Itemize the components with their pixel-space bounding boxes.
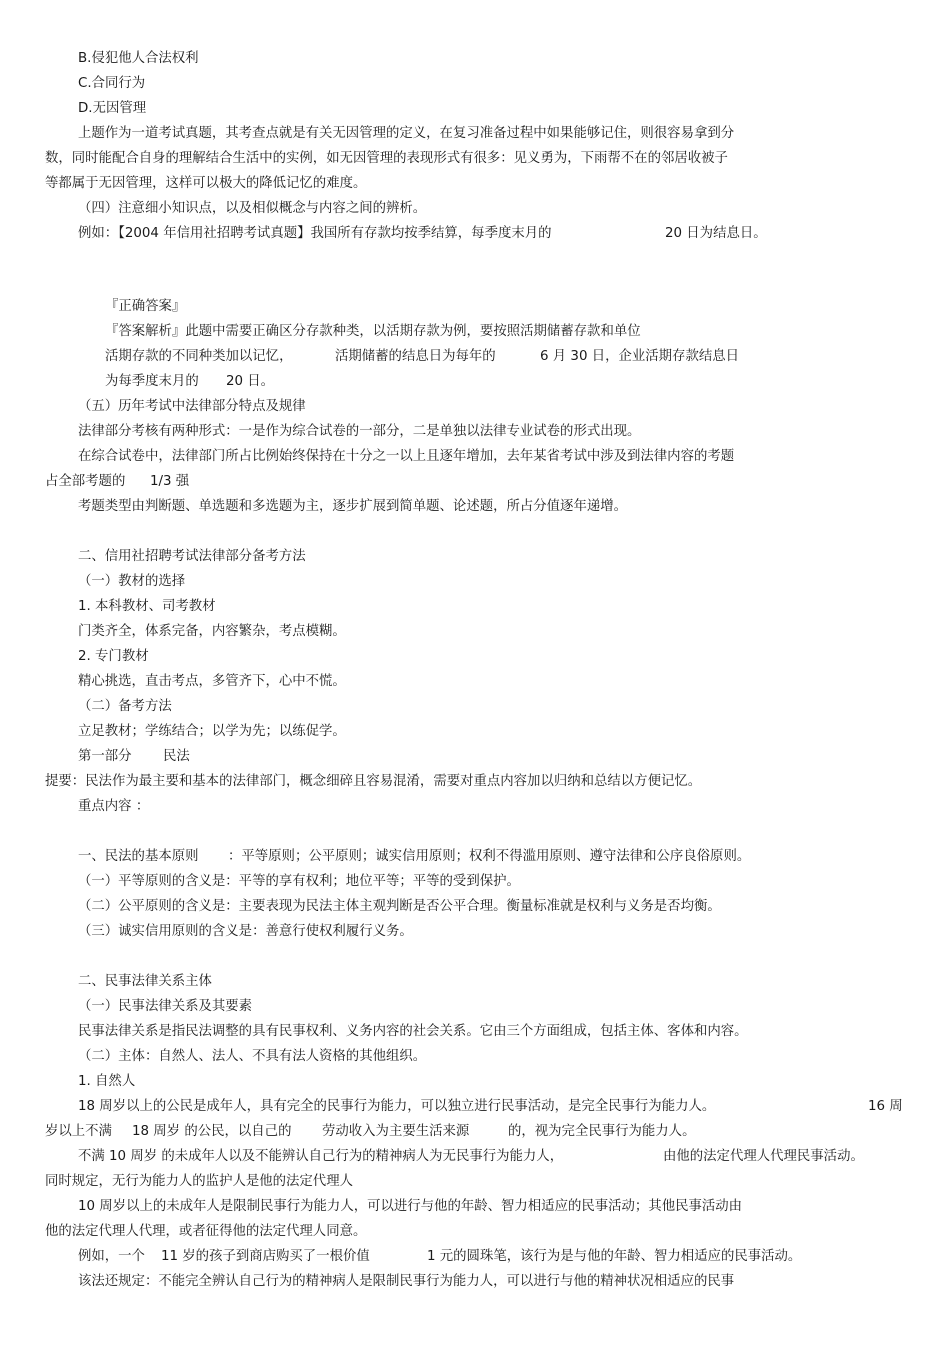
text-line: 16 周 [868,1099,903,1114]
text-line: 提要：民法作为最主要和基本的法律部门，概念细碎且容易混淆，需要对重点内容加以归纳和总结以方便记忆。 [45,774,702,789]
text-line: ：平等原则；公平原则；诚实信用原则；权利不得滥用原则、遵守法律和公序良俗原则。 [228,849,751,864]
section-heading: 二、信用社招聘考试法律部分备考方法 [78,549,306,564]
text-line: B.侵犯他人合法权利 [78,51,199,66]
section-heading: 二、民事法律关系主体 [78,974,212,989]
text-line: 由他的法定代理人代理民事活动。 [663,1149,864,1164]
part-heading: 民法 [163,749,190,764]
text-line: 门类齐全，体系完备，内容繁杂，考点模糊。 [78,624,346,639]
text-line: 20 日为结息日。 [665,226,767,241]
text-line: 考题类型由判断题、单选题和多选题为主，逐步扩展到简单题、论述题，所占分值逐年递增。 [78,499,628,514]
text-line: 1. 自然人 [78,1074,136,1089]
text-line: 2. 专门教材 [78,649,149,664]
text-line: 『正确答案』 [105,299,186,314]
text-line: 为每季度末月的 [105,374,199,389]
text-line: 10 周岁以上的未成年人是限制民事行为能力人，可以进行与他的年龄、智力相适应的民事活动；其他民事活动由 [78,1199,743,1214]
text-line: 立足教材；学练结合；以学为先；以练促学。 [78,724,346,739]
text-line: 1. 本科教材、司考教材 [78,599,216,614]
text-line: 数，同时能配合自身的理解结合生活中的实例，如无因管理的表现形式有很多：见义勇为，下雨帮不在的邻居收被子 [45,151,728,166]
text-line: D.无因管理 [78,101,147,116]
text-line: 活期储蓄的结息日为每年的 [335,349,496,364]
text-line: 的，视为完全民事行为能力人。 [508,1124,696,1139]
text-line: （一）民事法律关系及其要素 [78,999,253,1014]
text-line: 『答案解析』此题中需要正确区分存款种类，以活期存款为例，要按照活期储蓄存款和单位 [105,324,641,339]
text-line: 岁以上不满 [45,1124,112,1139]
text-line: （一）平等原则的含义是：平等的享有权利；地位平等；平等的受到保护。 [78,874,520,889]
text-line: （五）历年考试中法律部分特点及规律 [78,399,306,414]
text-line: 同时规定，无行为能力人的监护人是他的法定代理人 [45,1174,353,1189]
text-line: 6 月 30 日，企业活期存款结息日 [540,349,740,364]
text-line: 在综合试卷中，法律部门所占比例始终保持在十分之一以上且逐年增加，去年某省考试中涉及到法律内容的考题 [78,449,735,464]
text-line: 该法还规定：不能完全辨认自己行为的精神病人是限制民事行为能力人，可以进行与他的精神状况相适应的民事 [78,1274,735,1289]
text-line: （三）诚实信用原则的含义是：善意行使权利履行义务。 [78,924,413,939]
text-line: （二）备考方法 [78,699,172,714]
text-line: 20 日。 [226,374,275,389]
text-line: 重点内容 ： [78,799,150,814]
text-line: （一）教材的选择 [78,574,186,589]
part-heading: 第一部分 [78,749,132,764]
text-line: 例如，一个 [78,1249,145,1264]
text-line: （四）注意细小知识点，以及相似概念与内容之间的辨析。 [78,201,427,216]
text-line: 不满 10 周岁 的未成年人以及不能辨认自己行为的精神病人为无民事行为能力人， [78,1149,564,1164]
text-line: 11 岁的孩子到商店购买了一根价值 [161,1249,370,1264]
text-line: 1 元的圆珠笔，该行为是与他的年龄、智力相适应的民事活动。 [427,1249,802,1264]
text-line: 18 周岁以上的公民是成年人，具有完全的民事行为能力，可以独立进行民事活动，是完全民事行为能力人。 [78,1099,716,1114]
section-heading: 一、民法的基本原则 [78,849,199,864]
text-line: 法律部分考核有两种形式：一是作为综合试卷的一部分，二是单独以法律专业试卷的形式出现。 [78,424,641,439]
text-line: 占全部考题的 [45,474,126,489]
text-line: 活期存款的不同种类加以记忆， [105,349,293,364]
text-line: 他的法定代理人代理，或者征得他的法定代理人同意。 [45,1224,367,1239]
text-line: 民事法律关系是指民法调整的具有民事权利、义务内容的社会关系。它由三个方面组成，包括主体、客体和内容。 [78,1024,748,1039]
text-line: 精心挑选，直击考点，多管齐下，心中不慌。 [78,674,346,689]
text-line: 劳动收入为主要生活来源 [322,1124,470,1139]
text-line: 18 周岁 的公民，以自己的 [132,1124,292,1139]
text-line: 1/3 强 [150,474,190,489]
text-line: 例如：【2004 年信用社招聘考试真题】我国所有存款均按季结算，每季度末月的 [78,226,552,241]
text-line: （二）主体：自然人、法人、不具有法人资格的其他组织。 [78,1049,427,1064]
text-line: 等都属于无因管理，这样可以极大的降低记忆的难度。 [45,176,367,191]
text-line: 上题作为一道考试真题，其考查点就是有关无因管理的定义，在复习准备过程中如果能够记住，则很容易拿到分 [78,126,735,141]
text-line: C.合同行为 [78,76,146,91]
text-line: （二）公平原则的含义是：主要表现为民法主体主观判断是否公平合理。衡量标准就是权利与义务是否均衡。 [78,899,721,914]
